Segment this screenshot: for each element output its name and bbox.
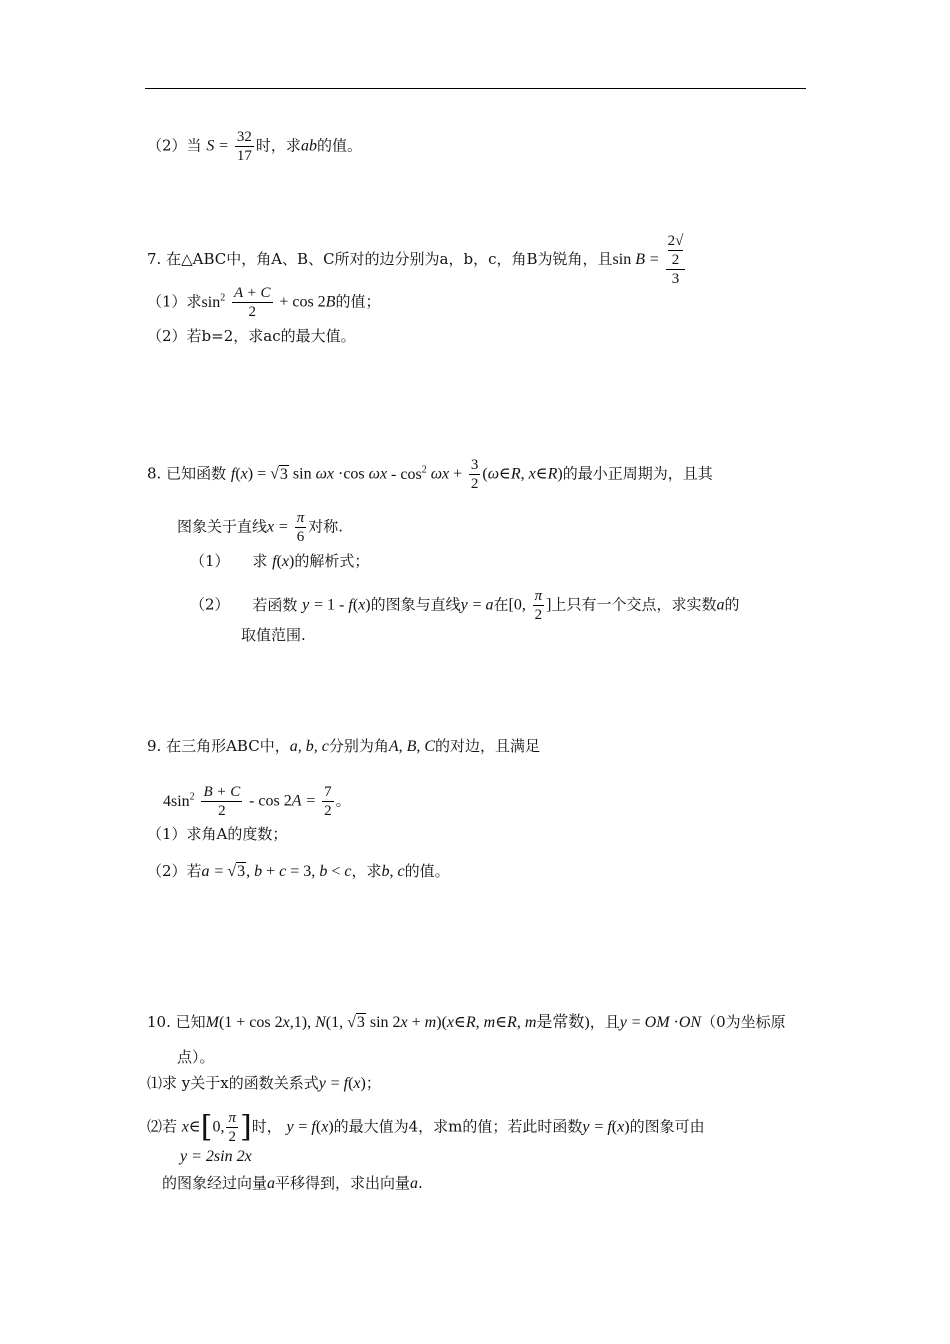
q10-line5: 的图象经过向量a平移得到，求出向量a.: [162, 1174, 423, 1192]
fraction: $\frac{\pi}{2}$: [228, 1110, 236, 1145]
q8-part2: （2） 若函数 y = 1 - f(x)的图象与直线y = a在[0, $\frac{\pi}{2}$ ]上只有一个交点，求实数a的: [190, 588, 740, 623]
q8-line2: 图象关于直线x = $\frac{\pi}{6}$ 对称.: [177, 510, 344, 545]
fraction: $\frac{\pi}{6}$: [296, 510, 305, 545]
q9-part2: （2）若a = √3, b + c = 3, b < c，求b, c的值。: [147, 862, 450, 880]
q9-intro: 9. 在三角形ABC中，a, b, c分别为角A, B, C的对边，且满足: [147, 737, 541, 755]
fraction: $\frac{\pi}{2}$: [534, 588, 543, 623]
q10-line2: 点）。: [177, 1048, 215, 1066]
fraction: $\frac{3}{2}$: [470, 457, 479, 492]
fraction: $\frac{A + C}{2}$: [234, 285, 271, 320]
q10-part2: ⑵若 x∈[0, $\frac{\pi}{2}$ ]时， y = f(x)的最大值为4，求m的值；若此时函数y = f(x)的图象可由: [147, 1109, 705, 1145]
q10-formula: y = 2sin 2x: [180, 1148, 252, 1165]
q9-equation: $4\sin^2$ $\frac{B + C}{2}$ - cos 2A = $\frac{7}{2}$ 。: [163, 784, 351, 819]
q8-part1: （1） 求 f(x)的解析式；: [190, 552, 370, 570]
fraction: $\frac{32}{17}$: [236, 129, 252, 164]
header-rule: [145, 88, 806, 89]
fraction: $\frac{7}{2}$: [324, 784, 332, 819]
q10-part1: ⑴求 y关于x的函数关系式y = f(x)；: [147, 1074, 381, 1092]
q8-intro: 8. 已知函数 f(x) = √3 sin ωx ·cos ωx - $\cos^2 \omega x$ + $\frac{3}{2}$ (ω∈R, x∈R)的最小正周期为，且其: [147, 457, 713, 492]
q7-intro: 7. 在△ABC中，角A、B、C所对的边分别为a，b，c，角B为锐角，且sin B = 2√ 2 3: [147, 233, 684, 287]
fraction: 2√ 2 3: [667, 233, 684, 287]
q7-part2: （2）若b=2，求ac的最大值。: [147, 327, 356, 345]
q9-part1: （1）求角A的度数；: [147, 825, 288, 843]
fraction: $\frac{B + C}{2}$: [203, 784, 241, 819]
q8-part2-cont: 取值范围.: [241, 626, 306, 644]
q7-part1: （1）求$\sin^2$ $\frac{A + C}{2}$ + cos 2B的值；: [147, 285, 381, 320]
q10-intro: 10. 已知M(1 + cos 2x,1), N(1, √3 sin 2x + m)(x∈R, m∈R, m是常数)，且y = OM ·ON（0为坐标原: [147, 1013, 786, 1031]
q6-part2: （2）当 S = $\frac{32}{17}$ 时，求ab的值。: [147, 129, 362, 164]
